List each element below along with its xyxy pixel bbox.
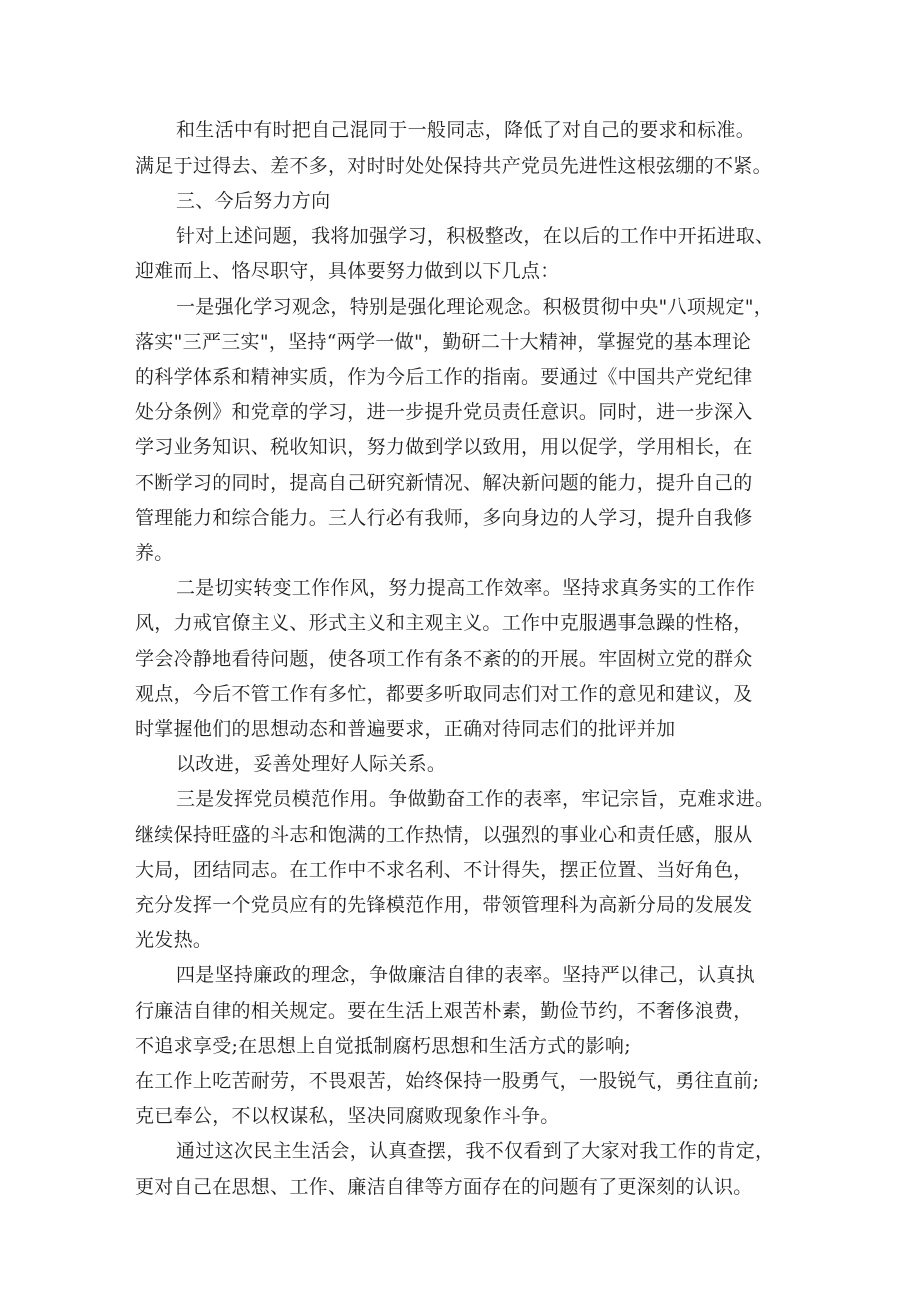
text-line: 二是切实转变工作作风，努力提高工作效率。坚持求真务实的工作作: [176, 577, 756, 599]
text-line: 四是坚持廉政的理念，争做廉洁自律的表率。坚持严以律己，认真执: [176, 964, 756, 986]
text-line: 继续保持旺盛的斗志和饱满的工作热情，以强烈的事业心和责任感，服从: [135, 824, 753, 846]
text-line: 针对上述问题，我将加强学习，积极整改，在以后的工作中开拓进取、: [176, 225, 775, 247]
text-line: 行廉洁自律的相关规定。要在生活上艰苦朴素，勤俭节约，不奢侈浪费，: [135, 1000, 753, 1022]
text-line: 不追求享受;在思想上自觉抵制腐朽思想和生活方式的影响;: [135, 1035, 631, 1057]
text-line: 大局，团结同志。在工作中不求名利、不计得失，摆正位置、当好角色，: [135, 859, 753, 881]
text-line: 三是发挥党员模范作用。争做勤奋工作的表率，牢记宗旨，克难求进。: [176, 788, 775, 810]
text-line: 时掌握他们的思想动态和普遍要求，正确对待同志们的批评并加: [135, 718, 676, 740]
text-line: 克已奉公，不以权谋私，坚决同腐败现象作斗争。: [135, 1105, 560, 1127]
text-line: 在工作上吃苦耐劳，不畏艰苦，始终保持一股勇气，一股锐气，勇往直前;: [135, 1070, 760, 1092]
text-line: 风，力戒官僚主义、形式主义和主观主义。工作中克服遇事急躁的性格，: [135, 612, 753, 634]
text-line: 迎难而上、恪尽职守，具体要努力做到以下几点：: [135, 260, 560, 282]
text-line: 学习业务知识、税收知识，努力做到学以致用，用以促学，学用相长，在: [135, 436, 753, 458]
text-line: 管理能力和综合能力。三人行必有我师，多向身边的人学习，提升自我修: [135, 507, 753, 529]
text-line: 处分条例》和党章的学习，进一步提升党员责任意识。同时，进一步深入: [135, 401, 753, 423]
text-line: 观点，今后不管工作有多忙，都要多听取同志们对工作的意见和建议，及: [135, 683, 753, 705]
text-line: 落实"三严三实"，坚持“两学一做"，勤研二十大精神，掌握党的基本理论: [135, 331, 752, 353]
text-line: 通过这次民主生活会，认真查摆，我不仅看到了大家对我工作的肯定，: [176, 1140, 775, 1162]
text-line: 不断学习的同时，提高自己研究新情况、解决新问题的能力，提升自己的: [135, 472, 753, 494]
text-line: 的科学体系和精神实质，作为今后工作的指南。要通过《中国共产党纪律: [135, 366, 753, 388]
text-line: 光发热。: [135, 929, 213, 951]
text-line: 一是强化学习观念，特别是强化理论观念。积极贯彻中央"八项规定"，: [176, 296, 774, 318]
text-line: 满足于过得去、差不多，对时时处处保持共产党员先进性这根弦绷的不紧。: [135, 155, 772, 177]
text-line: 充分发挥一个党员应有的先锋模范作用，带领管理科为高新分局的发展发: [135, 894, 753, 916]
text-line: 更对自己在思想、工作、廉洁自律等方面存在的问题有了更深刻的认识。: [135, 1176, 753, 1198]
text-line: 学会冷静地看待问题，使各项工作有条不紊的的开展。牢固树立党的群众: [135, 648, 753, 670]
text-line: 养。: [135, 542, 174, 564]
section-heading: 三、今后努力方向: [176, 190, 331, 212]
text-line: 和生活中有时把自己混同于一般同志，降低了对自己的要求和标准。: [176, 119, 756, 141]
text-line: 以改进，妥善处理好人际关系。: [176, 753, 447, 775]
